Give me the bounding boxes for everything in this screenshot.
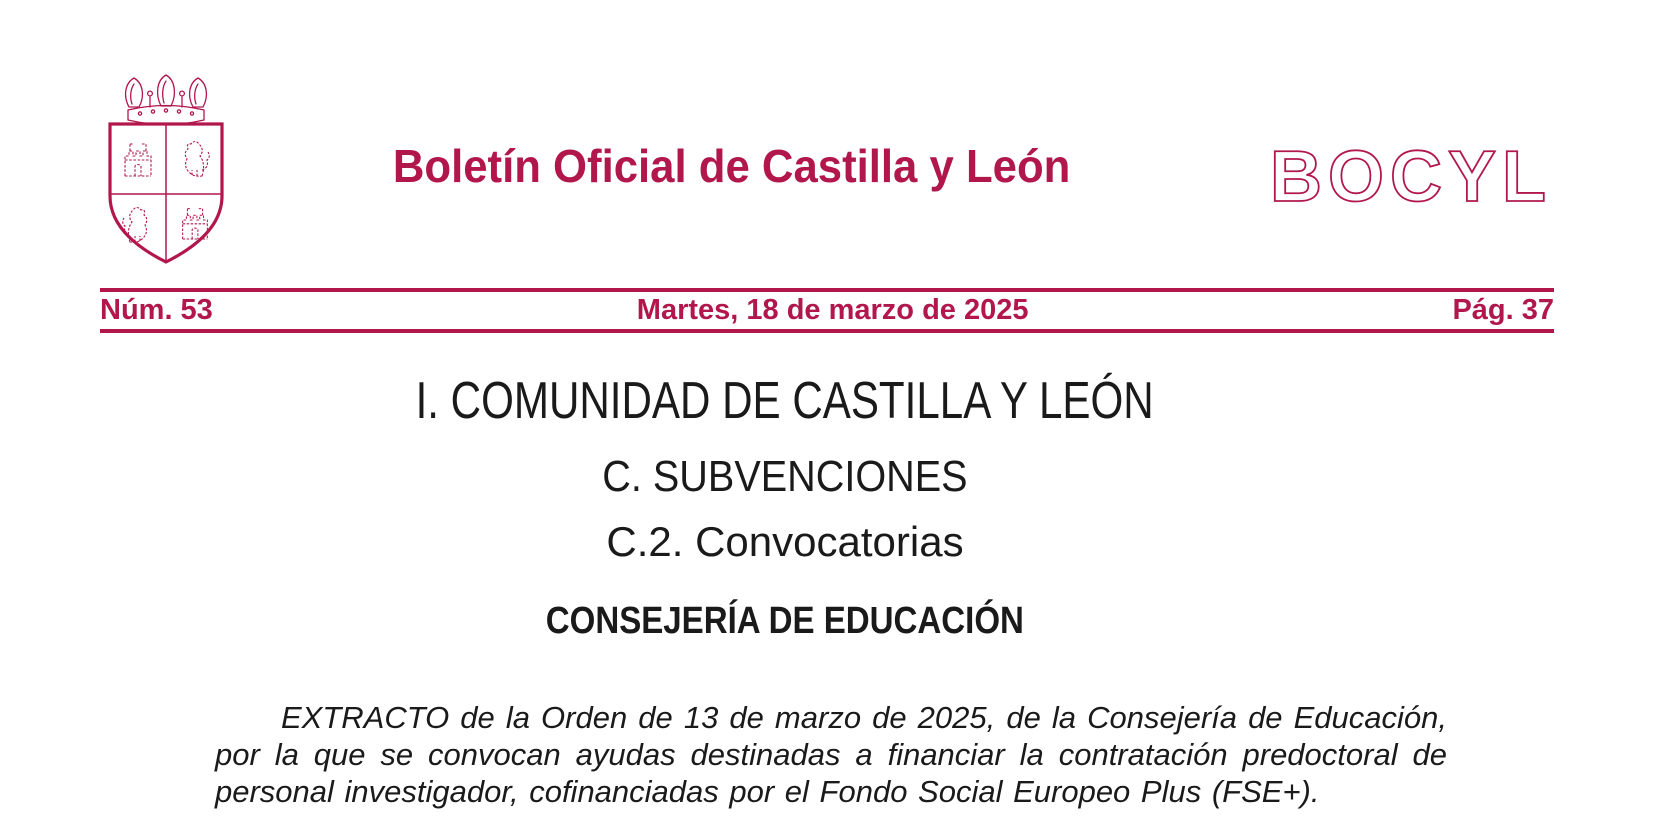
meta-bar bbox=[100, 293, 1554, 327]
gazette-title bbox=[180, 140, 1284, 192]
department-heading bbox=[92, 601, 1478, 641]
section-heading-text: I. COMUNIDAD DE CASTILLA Y LEÓN bbox=[415, 372, 1155, 430]
department-heading-text: CONSEJERÍA DE EDUCACIÓN bbox=[545, 600, 1025, 642]
extract-paragraph: EXTRACTO de la Orden de 13 de marzo de 2025, de la Consejería de Educación, por la que se convocan ayudas destinadas a financiar la contratación predoctoral de personal investigador, cofinanciadas por el Fondo Social Europeo Plus (FSE+). bbox=[215, 700, 1447, 809]
page-number: Pág. 37 bbox=[1452, 294, 1554, 326]
separator-rule-bottom bbox=[100, 329, 1554, 333]
issue-number: Núm. 53 bbox=[100, 294, 213, 326]
subsection-heading bbox=[92, 452, 1478, 501]
separator-rule-top bbox=[100, 288, 1554, 292]
category-heading-text: C.2. Convocatorias bbox=[606, 518, 964, 565]
subsection-heading-text: C. SUBVENCIONES bbox=[602, 452, 968, 501]
bocyl-wordmark-text: BOCYL bbox=[1270, 138, 1552, 213]
category-heading bbox=[92, 520, 1478, 564]
section-heading bbox=[92, 372, 1478, 430]
issue-date: Martes, 18 de marzo de 2025 bbox=[636, 294, 1029, 326]
bocyl-wordmark-icon bbox=[1268, 138, 1568, 213]
gazette-title-text: Boletín Oficial de Castilla y León bbox=[393, 140, 1071, 192]
